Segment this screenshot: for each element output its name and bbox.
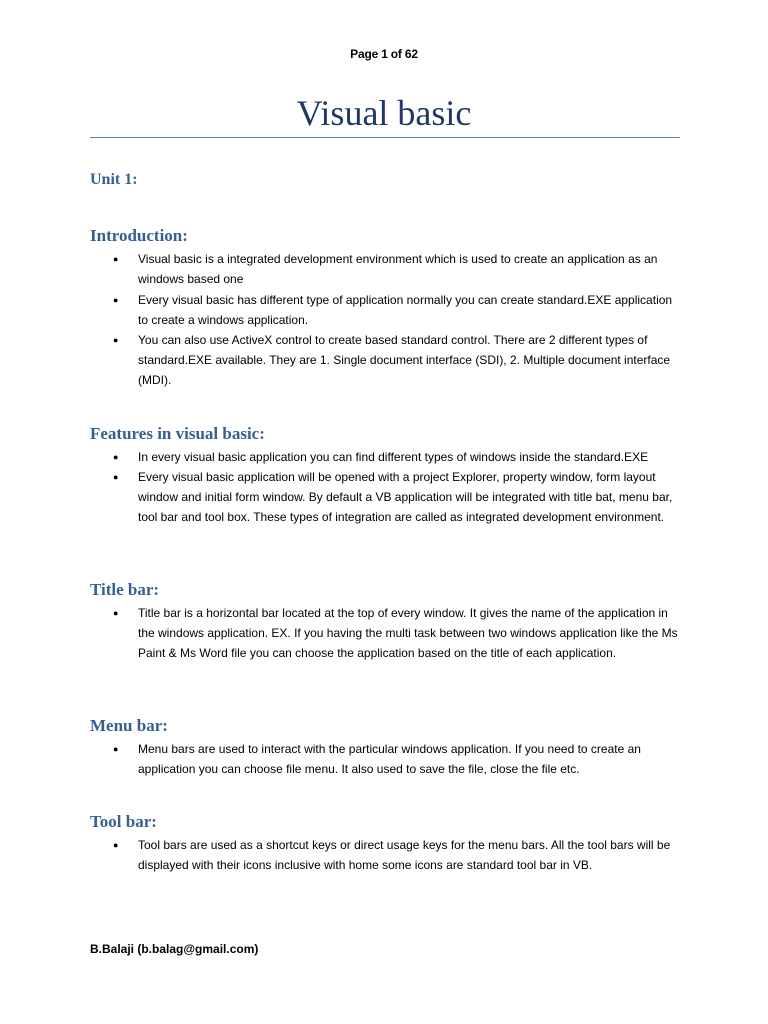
author-footer: B.Balaji (b.balag@gmail.com) bbox=[90, 942, 259, 956]
title-underline-divider bbox=[90, 137, 680, 138]
bullet-icon: ● bbox=[113, 472, 119, 482]
section-heading-features: Features in visual basic: bbox=[90, 424, 265, 443]
section-heading-tool-bar: Tool bar: bbox=[90, 812, 157, 831]
list-item: You can also use ActiveX control to create based standard control. There are 2 different types of standard.EXE available. They are 1. Single document interface (SDI), 2. Multiple document interface (MDI). bbox=[138, 333, 671, 387]
page-number-header: Page 1 of 62 bbox=[350, 47, 418, 61]
list-item: Every visual basic application will be opened with a project Explorer, property window, form layout window and initial form window. By default a VB application will be integrated with title bat, menu bar, tool bar and tool box. These types of integration are called as integrated development environment. bbox=[138, 470, 673, 524]
bullet-icon: ● bbox=[113, 840, 119, 850]
list-item: Title bar is a horizontal bar located at the top of every window. It gives the name of the application in the windows application. EX. If you having the multi task between two windows application like the Ms Paint & Ms Word file you can choose the application based on the title of each application. bbox=[138, 606, 678, 660]
section-heading-title-bar: Title bar: bbox=[90, 580, 160, 599]
list-item: Visual basic is a integrated development environment which is used to create an application as an windows based one bbox=[138, 252, 658, 286]
bullet-icon: ● bbox=[113, 295, 119, 305]
bullet-icon: ● bbox=[113, 254, 119, 264]
bullet-icon: ● bbox=[113, 335, 119, 345]
list-item: Tool bars are used as a shortcut keys or direct usage keys for the menu bars. All the tool bars will be displayed with their icons inclusive with home some icons are standard tool bar in VB. bbox=[138, 838, 671, 872]
unit-heading: Unit 1: bbox=[90, 171, 138, 188]
list-item: Every visual basic has different type of application normally you can create standard.EXE application to create a windows application. bbox=[138, 293, 673, 327]
list-item: Menu bars are used to interact with the particular windows application. If you need to create an application you can choose file menu. It also used to save the file, close the file etc. bbox=[138, 742, 641, 776]
bullet-icon: ● bbox=[113, 608, 119, 618]
bullet-icon: ● bbox=[113, 452, 119, 462]
section-heading-introduction: Introduction: bbox=[90, 226, 188, 245]
section-heading-menu-bar: Menu bar: bbox=[90, 716, 168, 735]
document-title: Visual basic bbox=[296, 93, 472, 133]
list-item: In every visual basic application you can find different types of windows inside the standard.EXE bbox=[138, 450, 649, 464]
bullet-icon: ● bbox=[113, 744, 119, 754]
